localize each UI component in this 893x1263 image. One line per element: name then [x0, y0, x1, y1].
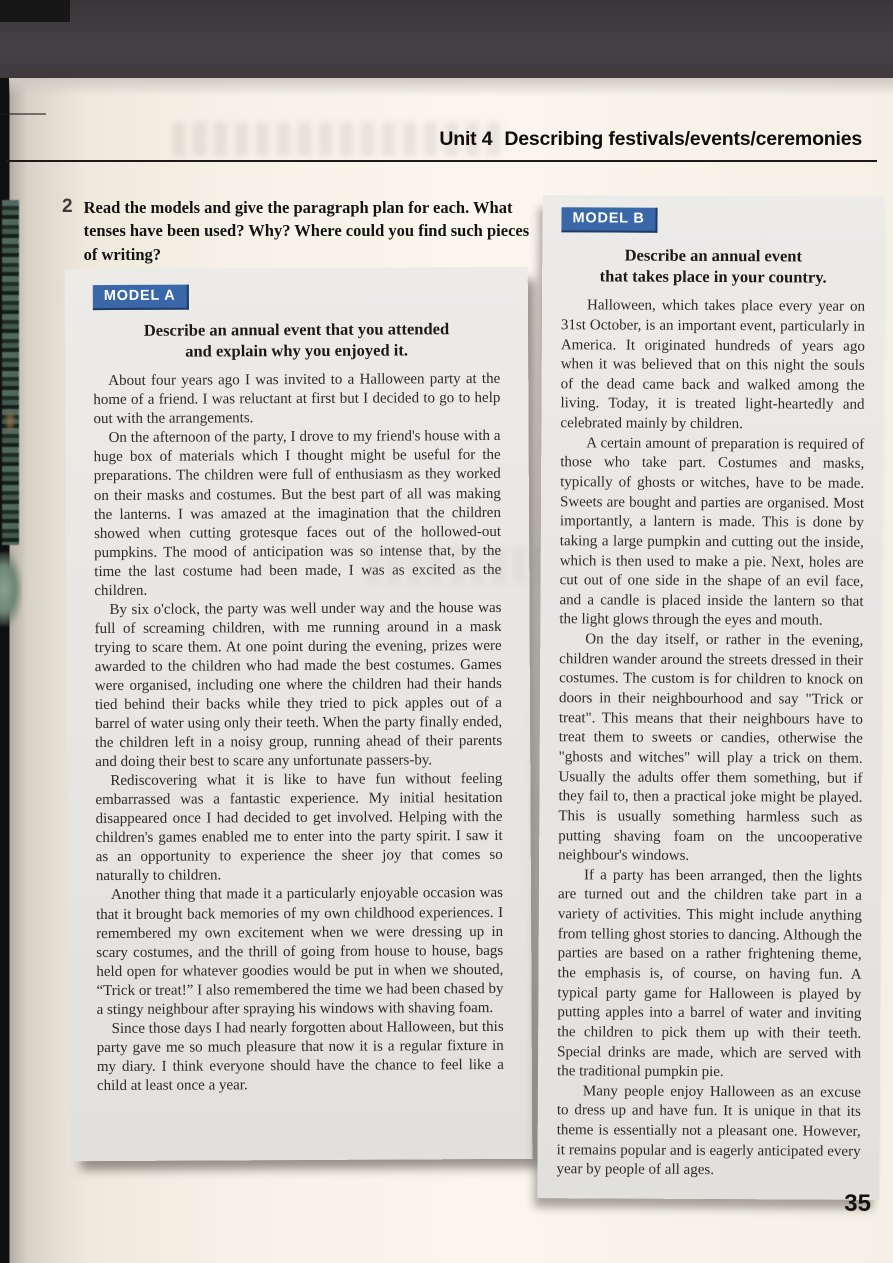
left-margin-photo-fragment — [2, 200, 19, 545]
model-b-title: Describe an annual event that takes place in your country. — [599, 245, 827, 287]
model-a-paragraph: By six o'clock, the party was well under way and the house was full of screaming children, with me running around in a mask trying to scare them. At one point during the evening, prizes were awarded to the children who had made the best costumes. Games were organised, including one where the children had their hands tied behind their backs while they tried to pick apples out of a barrel of water using only their teeth. When the party finally ended, the children left in a noisy group, running ahead of their parents and doing their best to scare any unfortunate passers-by. — [94, 599, 503, 771]
left-margin-leaf-fragment — [0, 552, 22, 626]
model-a-title: Describe an annual event that you attended and explain why you enjoyed it. — [143, 319, 450, 361]
scan-corner-shadow — [0, 0, 70, 22]
model-a-paragraph: Rediscovering what it is like to have fun without feeling embarrassed was a fantastic experience. My initial hesitation disappeared once I had decided to get involved. Helping with the children's games enabled me to enter into the party spirit. I saw it as an opportunity to experience the sheer joy that comes so naturally to children. — [95, 771, 503, 885]
page-number: 35 — [844, 1190, 871, 1217]
model-a-paragraph: Another thing that made it a particularly enjoyable occasion was that it brought back memories of my own childhood experiences. I remembered my own excitement when we were dressing up in scary costumes, and the thrill of going from house to house, bags held open for whatever goodies would be put in when we shouted, “Trick or treat!” I also remembered the time we had been chased by a stingy neighbour after spraying his windows with shaving foam. — [96, 885, 504, 1018]
model-b-paragraph: Halloween, which takes place every year on 31st October, is an important event, particularly in America. It originated hundreds of years ago when it was believed that on this night the souls of the dead came back and walked among the living. Today, it is treated light-heartedly and celebrated mainly by children. — [560, 297, 866, 433]
left-margin-photo-detail — [4, 408, 16, 434]
unit-header — [262, 128, 862, 151]
model-a-paragraph: Since those days I had nearly forgotten about Halloween, but this party gave me so much pleasure that now it is a regular fixture in my diary. I think everyone should have the chance to feel like a child at least once a year. — [96, 1018, 504, 1095]
model-a-card — [65, 267, 533, 1161]
model-a-paragraph: About four years ago I was invited to a Halloween party at the home of a friend. I was reluctant at first but I decided to go to help out with the arrangements. — [93, 371, 501, 428]
model-b-badge: MODEL B — [561, 207, 657, 233]
scan-top-band — [0, 0, 893, 78]
scan-artifact-line — [0, 113, 46, 115]
exercise-text: Read the models and give the paragraph plan for each. What tenses have been used? Why? Where could you find such pieces of writing? — [83, 198, 530, 264]
unit-title: Describing festivals/events/ceremonies — [504, 128, 862, 150]
unit-number: Unit 4 — [439, 128, 493, 150]
model-a-paragraph: On the afternoon of the party, I drove to my friend's house with a huge box of materials which I thought might be useful for the preparations. The children were full of enthusiasm as they worked on their masks and costumes. But the best part of all was making the lanterns. I was amazed at the imagination that the children showed when cutting grotesque faces out of the hollowed-out pumpkins. The mood of anticipation was so intense that, by the time the last costume had been made, I was as excited as the children. — [93, 428, 502, 599]
exercise-instruction — [62, 196, 532, 266]
header-rule — [6, 160, 877, 162]
model-b-paragraph: On the day itself, or rather in the evening, children wander around the streets dressed in their costumes. The custom is for children to knock on doors in their neighbourhood and say "Trick or treat". This means that their neighbours have to treat them to sweets or candies, otherwise the "ghosts and witches" will play a trick on them. Usually the adults offer them something, but if they fail to, then a practical joke might be played. This is usually something harmless such as putting shaving foam on the uncooperative neighbour's windows. — [558, 631, 864, 865]
page-edge-shading — [9, 78, 893, 96]
exercise-number: 2 — [62, 196, 73, 217]
model-a-badge: MODEL A — [93, 285, 189, 311]
model-b-paragraph: A certain amount of preparation is required of those who take part. Costumes and masks, typically of ghosts or witches, have to be made. Sweets are bought and parties are organised. Most importantly, a lantern is made. This is done by taking a large pumpkin and cutting out the inside, which is then used to make a pie. Next, holes are cut out of one side in the shape of an evil face, and a candle is placed inside the lantern so that the light glows through the eyes and mouth. — [559, 435, 865, 630]
model-b-paragraph: Many people enjoy Halloween as an excuse to dress up and have fun. It is unique in that its theme is essentially not a pleasant one. However, it remains popular and is eagerly anticipated every year by people of all ages. — [556, 1083, 861, 1179]
model-b-card — [537, 195, 884, 1200]
model-b-paragraph: If a party has been arranged, then the lights are turned out and the children take part in a variety of activities. This might include anything from telling ghost stories to dancing. Although the parties are based on a rather frightening theme, the emphasis is, of course, on having fun. A typical party game for Halloween is played by putting apples into a barrel of water and inviting the children to pick them up with their teeth. Special drinks are made, which are served with the traditional pumpkin pie. — [556, 867, 863, 1081]
